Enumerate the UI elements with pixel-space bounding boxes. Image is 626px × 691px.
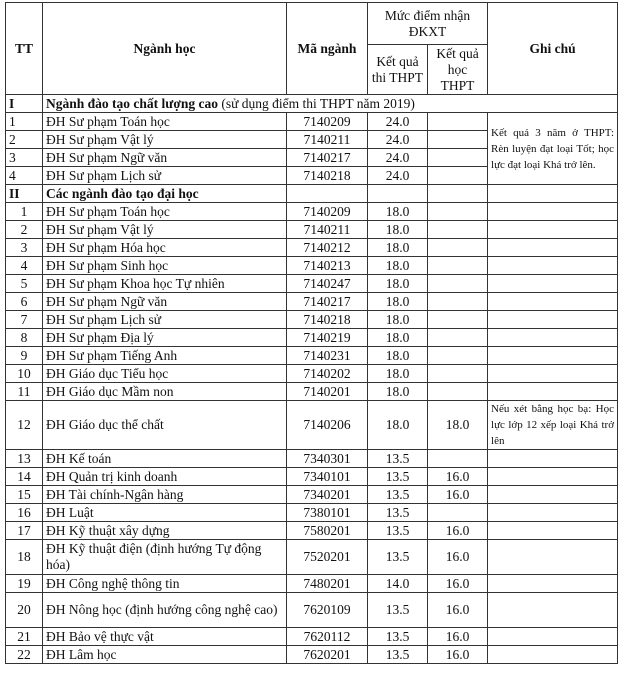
record-score	[428, 383, 488, 401]
row-number: 16	[6, 504, 43, 522]
major-name: ĐH Sư phạm Hóa học	[43, 239, 287, 257]
exam-score: 18.0	[368, 329, 428, 347]
exam-score: 13.5	[368, 468, 428, 486]
exam-score: 18.0	[368, 347, 428, 365]
major-name: ĐH Kế toán	[43, 450, 287, 468]
row-number: 8	[6, 329, 43, 347]
row-number: 17	[6, 522, 43, 540]
section-1-row	[6, 95, 618, 113]
major-code: 7140218	[287, 311, 368, 329]
empty-cell	[287, 185, 368, 203]
exam-score: 24.0	[368, 113, 428, 131]
exam-score: 13.5	[368, 593, 428, 628]
row-number: 15	[6, 486, 43, 504]
major-name: ĐH Sư phạm Lịch sử	[43, 311, 287, 329]
note-cell	[488, 257, 618, 275]
row-number: 5	[6, 275, 43, 293]
exam-score: 13.5	[368, 646, 428, 664]
row-number: 2	[6, 131, 43, 149]
exam-score: 13.5	[368, 540, 428, 575]
major-code: 7380101	[287, 504, 368, 522]
table-row	[6, 293, 618, 311]
record-score: 16.0	[428, 468, 488, 486]
note-cell	[488, 540, 618, 575]
note-cell	[488, 450, 618, 468]
row-number: 22	[6, 646, 43, 664]
note-cell	[488, 593, 618, 628]
major-name: ĐH Giáo dục Tiểu học	[43, 365, 287, 383]
major-code: 7140211	[287, 221, 368, 239]
note-cell	[488, 239, 618, 257]
row-number: 4	[6, 257, 43, 275]
exam-score: 13.5	[368, 450, 428, 468]
header-code: Mã ngành	[287, 3, 368, 95]
major-name: ĐH Quản trị kinh doanh	[43, 468, 287, 486]
table-row	[6, 593, 618, 628]
record-score: 16.0	[428, 575, 488, 593]
empty-cell	[488, 185, 618, 203]
table-row	[6, 329, 618, 347]
record-score	[428, 365, 488, 383]
section-2-row	[6, 185, 618, 203]
row-number: 3	[6, 149, 43, 167]
major-code: 7340101	[287, 468, 368, 486]
record-score	[428, 504, 488, 522]
major-code: 7140202	[287, 365, 368, 383]
row-number: 11	[6, 383, 43, 401]
exam-score: 18.0	[368, 365, 428, 383]
admission-table	[5, 2, 618, 664]
major-name: ĐH Sư phạm Vật lý	[43, 131, 287, 149]
header-exam: Kết quả thi THPT	[368, 45, 428, 95]
row-number: 13	[6, 450, 43, 468]
major-code: 7140209	[287, 113, 368, 131]
table-row	[6, 113, 618, 131]
note-cell	[488, 575, 618, 593]
major-code: 7140231	[287, 347, 368, 365]
note-cell	[488, 365, 618, 383]
table-row	[6, 221, 618, 239]
table-row	[6, 275, 618, 293]
record-score	[428, 203, 488, 221]
exam-score: 24.0	[368, 131, 428, 149]
admission-table-document	[5, 2, 617, 664]
header-record: Kết quả học THPT	[428, 45, 488, 95]
record-score	[428, 239, 488, 257]
section-2-title: Các ngành đào tạo đại học	[43, 185, 287, 203]
exam-score: 18.0	[368, 239, 428, 257]
record-score: 18.0	[428, 401, 488, 450]
header-note: Ghi chú	[488, 3, 618, 95]
record-score	[428, 293, 488, 311]
major-name: ĐH Giáo dục thể chất	[43, 401, 287, 450]
major-name: ĐH Sư phạm Khoa học Tự nhiên	[43, 275, 287, 293]
exam-score: 24.0	[368, 167, 428, 185]
header-tt: TT	[6, 3, 43, 95]
note-cell	[488, 329, 618, 347]
record-score	[428, 149, 488, 167]
major-code: 7340201	[287, 486, 368, 504]
row-number: 9	[6, 347, 43, 365]
major-code: 7580201	[287, 522, 368, 540]
exam-score: 13.5	[368, 628, 428, 646]
note-cell	[488, 486, 618, 504]
major-code: 7140217	[287, 293, 368, 311]
major-code: 7480201	[287, 575, 368, 593]
table-row	[6, 239, 618, 257]
note-cell	[488, 522, 618, 540]
exam-score: 18.0	[368, 401, 428, 450]
record-score: 16.0	[428, 593, 488, 628]
note-cell	[488, 628, 618, 646]
table-row	[6, 450, 618, 468]
table-row	[6, 468, 618, 486]
exam-score: 18.0	[368, 383, 428, 401]
major-code: 7620112	[287, 628, 368, 646]
major-code: 7140247	[287, 275, 368, 293]
major-code: 7140201	[287, 383, 368, 401]
major-name: ĐH Sư phạm Địa lý	[43, 329, 287, 347]
table-row	[6, 522, 618, 540]
major-name: ĐH Kỹ thuật xây dựng	[43, 522, 287, 540]
note-cell	[488, 646, 618, 664]
note-cell: Nếu xét bằng học bạ: Học lực lớp 12 xếp loại Khá trở lên	[488, 401, 618, 450]
major-code: 7620201	[287, 646, 368, 664]
major-name: ĐH Công nghệ thông tin	[43, 575, 287, 593]
record-score	[428, 131, 488, 149]
record-score: 16.0	[428, 522, 488, 540]
major-code: 7520201	[287, 540, 368, 575]
exam-score: 18.0	[368, 257, 428, 275]
record-score	[428, 257, 488, 275]
major-code: 7140209	[287, 203, 368, 221]
major-code: 7140217	[287, 149, 368, 167]
note-cell	[488, 203, 618, 221]
major-name: ĐH Sư phạm Ngữ văn	[43, 293, 287, 311]
major-code: 7140206	[287, 401, 368, 450]
section-1-number: I	[6, 95, 43, 113]
major-code: 7140218	[287, 167, 368, 185]
major-name: ĐH Sư phạm Toán học	[43, 203, 287, 221]
row-number: 1	[6, 203, 43, 221]
major-name: ĐH Nông học (định hướng công nghệ cao)	[43, 593, 287, 628]
major-name: ĐH Tài chính-Ngân hàng	[43, 486, 287, 504]
major-code: 7620109	[287, 593, 368, 628]
table-body	[6, 95, 618, 664]
table-row	[6, 646, 618, 664]
major-code: 7140213	[287, 257, 368, 275]
note-cell	[488, 311, 618, 329]
major-name: ĐH Sư phạm Toán học	[43, 113, 287, 131]
note-cell	[488, 504, 618, 522]
table-row	[6, 486, 618, 504]
note-cell	[488, 293, 618, 311]
table-row	[6, 504, 618, 522]
exam-score: 18.0	[368, 203, 428, 221]
major-code: 7140211	[287, 131, 368, 149]
section-1-subtitle: (sử dụng điểm thi THPT năm 2019)	[217, 95, 415, 111]
row-number: 12	[6, 401, 43, 450]
record-score	[428, 275, 488, 293]
section-1-title	[43, 95, 618, 113]
major-name: ĐH Giáo dục Mầm non	[43, 383, 287, 401]
section-2-number: II	[6, 185, 43, 203]
row-number: 21	[6, 628, 43, 646]
record-score	[428, 221, 488, 239]
record-score	[428, 347, 488, 365]
exam-score: 14.0	[368, 575, 428, 593]
major-name: ĐH Kỹ thuật điện (định hướng Tự động hóa)	[43, 540, 287, 575]
row-number: 3	[6, 239, 43, 257]
header-threshold-group: Mức điểm nhận ĐKXT	[368, 3, 488, 45]
empty-cell	[428, 185, 488, 203]
row-number: 4	[6, 167, 43, 185]
exam-score: 18.0	[368, 275, 428, 293]
table-row	[6, 401, 618, 450]
header-major: Ngành học	[43, 3, 287, 95]
record-score	[428, 167, 488, 185]
major-name: ĐH Sư phạm Tiếng Anh	[43, 347, 287, 365]
row-number: 10	[6, 365, 43, 383]
major-code: 7140219	[287, 329, 368, 347]
table-row	[6, 540, 618, 575]
record-score: 16.0	[428, 628, 488, 646]
row-number: 6	[6, 293, 43, 311]
row-number: 1	[6, 113, 43, 131]
note-cell	[488, 221, 618, 239]
record-score	[428, 329, 488, 347]
major-name: ĐH Sư phạm Lịch sử	[43, 167, 287, 185]
record-score	[428, 113, 488, 131]
table-row	[6, 365, 618, 383]
row-number: 19	[6, 575, 43, 593]
exam-score: 18.0	[368, 293, 428, 311]
major-name: ĐH Luật	[43, 504, 287, 522]
major-name: ĐH Sư phạm Sinh học	[43, 257, 287, 275]
major-code: 7340301	[287, 450, 368, 468]
exam-score: 13.5	[368, 504, 428, 522]
section-1-title-text: Ngành đào tạo chất lượng cao	[46, 95, 218, 111]
record-score	[428, 311, 488, 329]
exam-score: 18.0	[368, 311, 428, 329]
table-row	[6, 347, 618, 365]
table-row	[6, 203, 618, 221]
row-number: 20	[6, 593, 43, 628]
table-row	[6, 257, 618, 275]
table-row	[6, 311, 618, 329]
major-code: 7140212	[287, 239, 368, 257]
row-number: 7	[6, 311, 43, 329]
major-name: ĐH Sư phạm Vật lý	[43, 221, 287, 239]
table-row	[6, 628, 618, 646]
row-number: 18	[6, 540, 43, 575]
table-row	[6, 383, 618, 401]
major-name: ĐH Lâm học	[43, 646, 287, 664]
exam-score: 24.0	[368, 149, 428, 167]
empty-cell	[368, 185, 428, 203]
record-score: 16.0	[428, 646, 488, 664]
table-row	[6, 575, 618, 593]
row-number: 14	[6, 468, 43, 486]
major-name: ĐH Sư phạm Ngữ văn	[43, 149, 287, 167]
note-cell	[488, 468, 618, 486]
major-name: ĐH Bảo vệ thực vật	[43, 628, 287, 646]
record-score: 16.0	[428, 486, 488, 504]
record-score	[428, 450, 488, 468]
exam-score: 13.5	[368, 486, 428, 504]
note-cell	[488, 275, 618, 293]
record-score: 16.0	[428, 540, 488, 575]
note-cell	[488, 383, 618, 401]
note-cell	[488, 347, 618, 365]
exam-score: 13.5	[368, 522, 428, 540]
note-cell: Kết quả 3 năm ở THPT: Rèn luyện đạt loại Tốt; học lực đạt loại Khá trở lên.	[488, 113, 618, 185]
exam-score: 18.0	[368, 221, 428, 239]
row-number: 2	[6, 221, 43, 239]
